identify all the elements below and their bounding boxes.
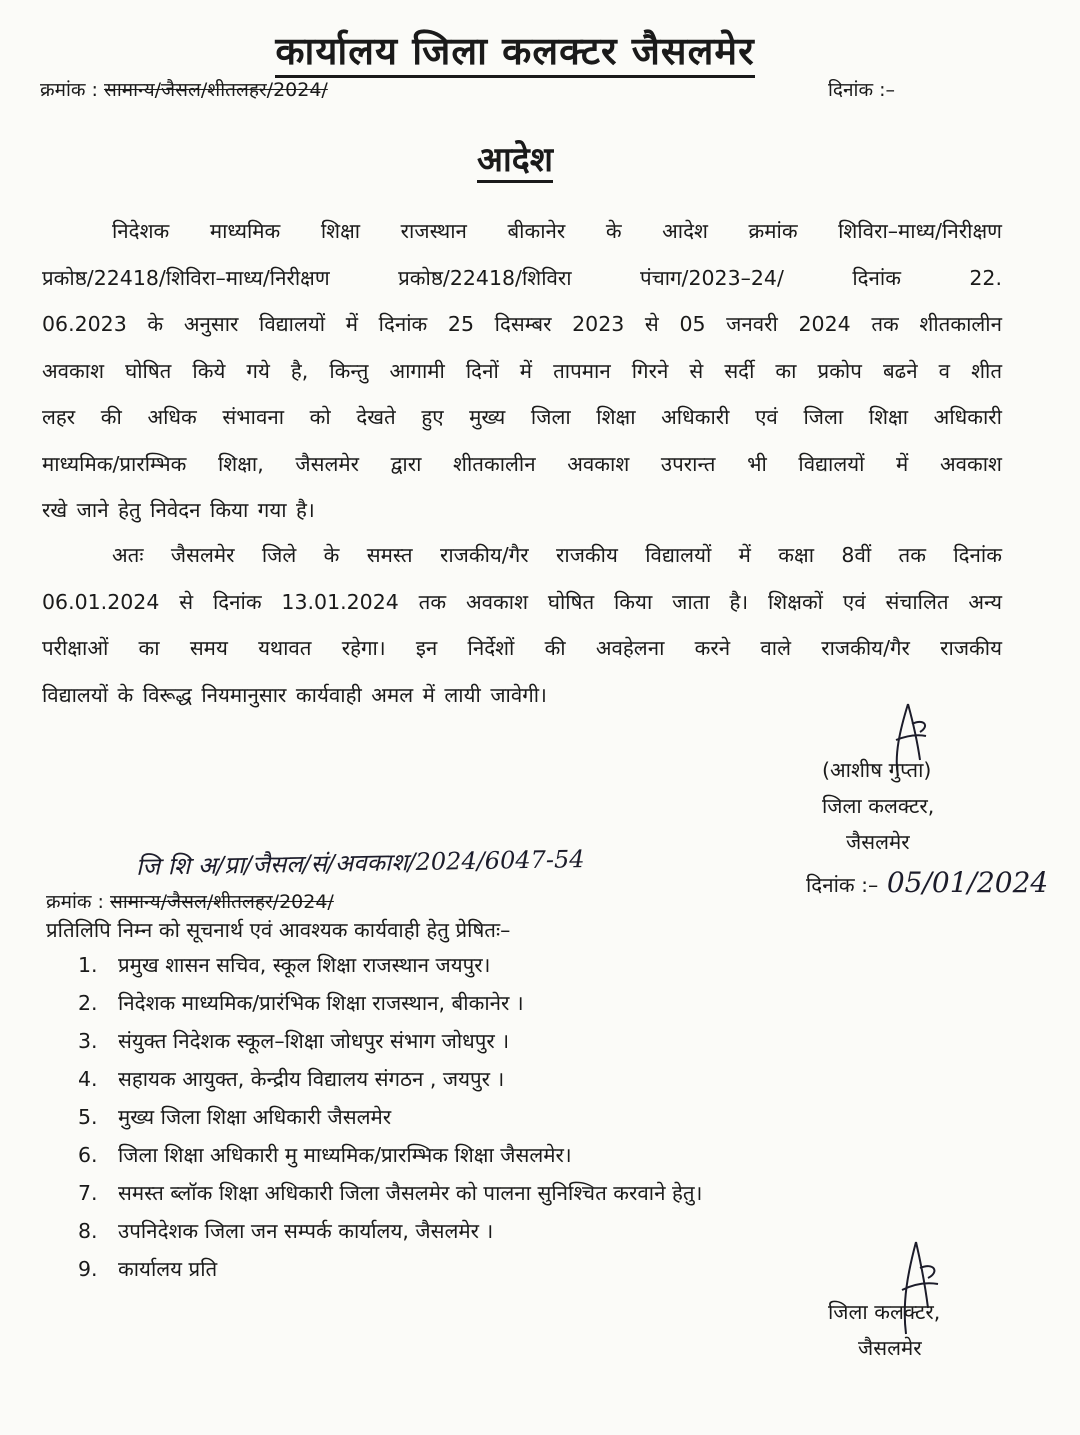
paragraph-line: अतः जैसलमेर जिले के समस्त राजकीय/गैर राजकीय विद्यालयों में कक्षा 8वीं तक दिनांक <box>112 543 1002 567</box>
copy-ref-number-struck: सामान्य/जैसल/शीतलहर/2024/ <box>109 891 334 913</box>
signature-block-2 <box>828 1294 940 1366</box>
list-item: 1. प्रमुख शासन सचिव, स्कूल शिक्षा राजस्थान जयपुर। <box>78 953 491 977</box>
list-item: 4. सहायक आयुक्त, केन्द्रीय विद्यालय संगठन , जयपुर । <box>78 1067 505 1091</box>
copy-reference-line <box>46 888 334 914</box>
signatory-place: जैसलमेर <box>846 830 910 854</box>
ref-label: क्रमांक : <box>40 79 98 101</box>
paragraph-line: माध्यमिक/प्रारम्भिक शिक्षा, जैसलमेर द्वारा शीतकालीन अवकाश उपरान्त भी विद्यालयों में अवकाश <box>42 451 1002 476</box>
order-paragraph-2 <box>42 532 1002 718</box>
list-item: 6. जिला शिक्षा अधिकारी मु माध्यमिक/प्रारम्भिक शिक्षा जैसलमेर। <box>78 1143 572 1167</box>
signatory-designation: जिला कलक्टर, <box>822 794 935 818</box>
paragraph-line: 06.01.2024 से दिनांक 13.01.2024 तक अवकाश घोषित किया जाता है। शिक्षकों एवं संचालित अन्य <box>42 589 1002 614</box>
order-heading: आदेश <box>0 135 1030 181</box>
paragraph-line: लहर की अधिक संभावना को देखते हुए मुख्य जिला शिक्षा अधिकारी एवं जिला शिक्षा अधिकारी <box>42 405 1002 429</box>
office-title: कार्यालय जिला कलक्टर जैसलमेर <box>0 24 1030 76</box>
paragraph-line: प्रकोष्ठ/22418/शिविरा–माध्य/निरीक्षण प्रकोष्ठ/22418/शिविरा पंचाग/2023–24/ दिनांक 22. <box>42 265 1002 290</box>
signatory-designation: जिला कलक्टर, <box>828 1300 941 1324</box>
paragraph-line: परीक्षाओं का समय यथावत रहेगा। इन निर्देशों की अवहेलना करने वाले राजकीय/गैर राजकीय <box>42 636 1002 660</box>
list-item: 7. समस्त ब्लॉक शिक्षा अधिकारी जिला जैसलमेर को पालना सुनिश्चित करवाने हेतु। <box>78 1181 703 1205</box>
order-paragraph-1 <box>42 208 1002 534</box>
list-item: 9. कार्यालय प्रति <box>78 1257 218 1281</box>
copy-intro: प्रतिलिपि निम्न को सूचनार्थ एवं आवश्यक कार्यवाही हेतु प्रेषितः– <box>46 918 511 942</box>
paragraph-line: अवकाश घोषित किये गये है, किन्तु आगामी दिनों में तापमान गिरने से सर्दी का प्रकोप बढने व शीत <box>42 358 1002 383</box>
copy-ref-label: क्रमांक : <box>46 891 104 913</box>
signatory-place: जैसलमेर <box>858 1336 922 1360</box>
list-item: 3. संयुक्त निदेशक स्कूल–शिक्षा जोधपुर संभाग जोधपुर । <box>78 1029 510 1053</box>
ref-number-struck: सामान्य/जैसल/शीतलहर/2024/ <box>103 79 328 101</box>
paragraph-line: विद्यालयों के विरूद्ध नियमानुसार कार्यवाही अमल में लायी जावेगी। <box>42 682 547 707</box>
date-label: दिनांक :– <box>828 79 896 101</box>
list-item: 8. उपनिदेशक जिला जन सम्पर्क कार्यालय, जैसलमेर । <box>78 1219 494 1243</box>
list-item: 5. मुख्य जिला शिक्षा अधिकारी जैसलमेर <box>78 1105 392 1129</box>
copy-date-label: दिनांक :– <box>806 873 879 897</box>
signatory-name: (आशीष गुप्ता) <box>822 758 932 782</box>
list-item: 2. निदेशक माध्यमिक/प्रारंभिक शिक्षा राजस्थान, बीकानेर । <box>78 991 524 1015</box>
signature-block-1 <box>822 752 934 860</box>
handwritten-date: 05/01/2024 <box>886 866 1049 899</box>
paragraph-line: रखे जाने हेतु निवेदन किया गया है। <box>42 498 315 522</box>
paragraph-line: 06.2023 के अनुसार विद्यालयों में दिनांक 25 दिसम्बर 2023 से 05 जनवरी 2024 तक शीतकालीन <box>42 312 1002 336</box>
handwritten-reference: जि शि अ/प्रा/जैसल/सं/अवकाश/2024/6047-54 <box>135 845 585 881</box>
paragraph-line: निदेशक माध्यमिक शिक्षा राजस्थान बीकानेर के आदेश क्रमांक शिविरा–माध्य/निरीक्षण <box>112 219 1002 243</box>
reference-line <box>40 76 328 102</box>
copy-date <box>806 866 1048 899</box>
